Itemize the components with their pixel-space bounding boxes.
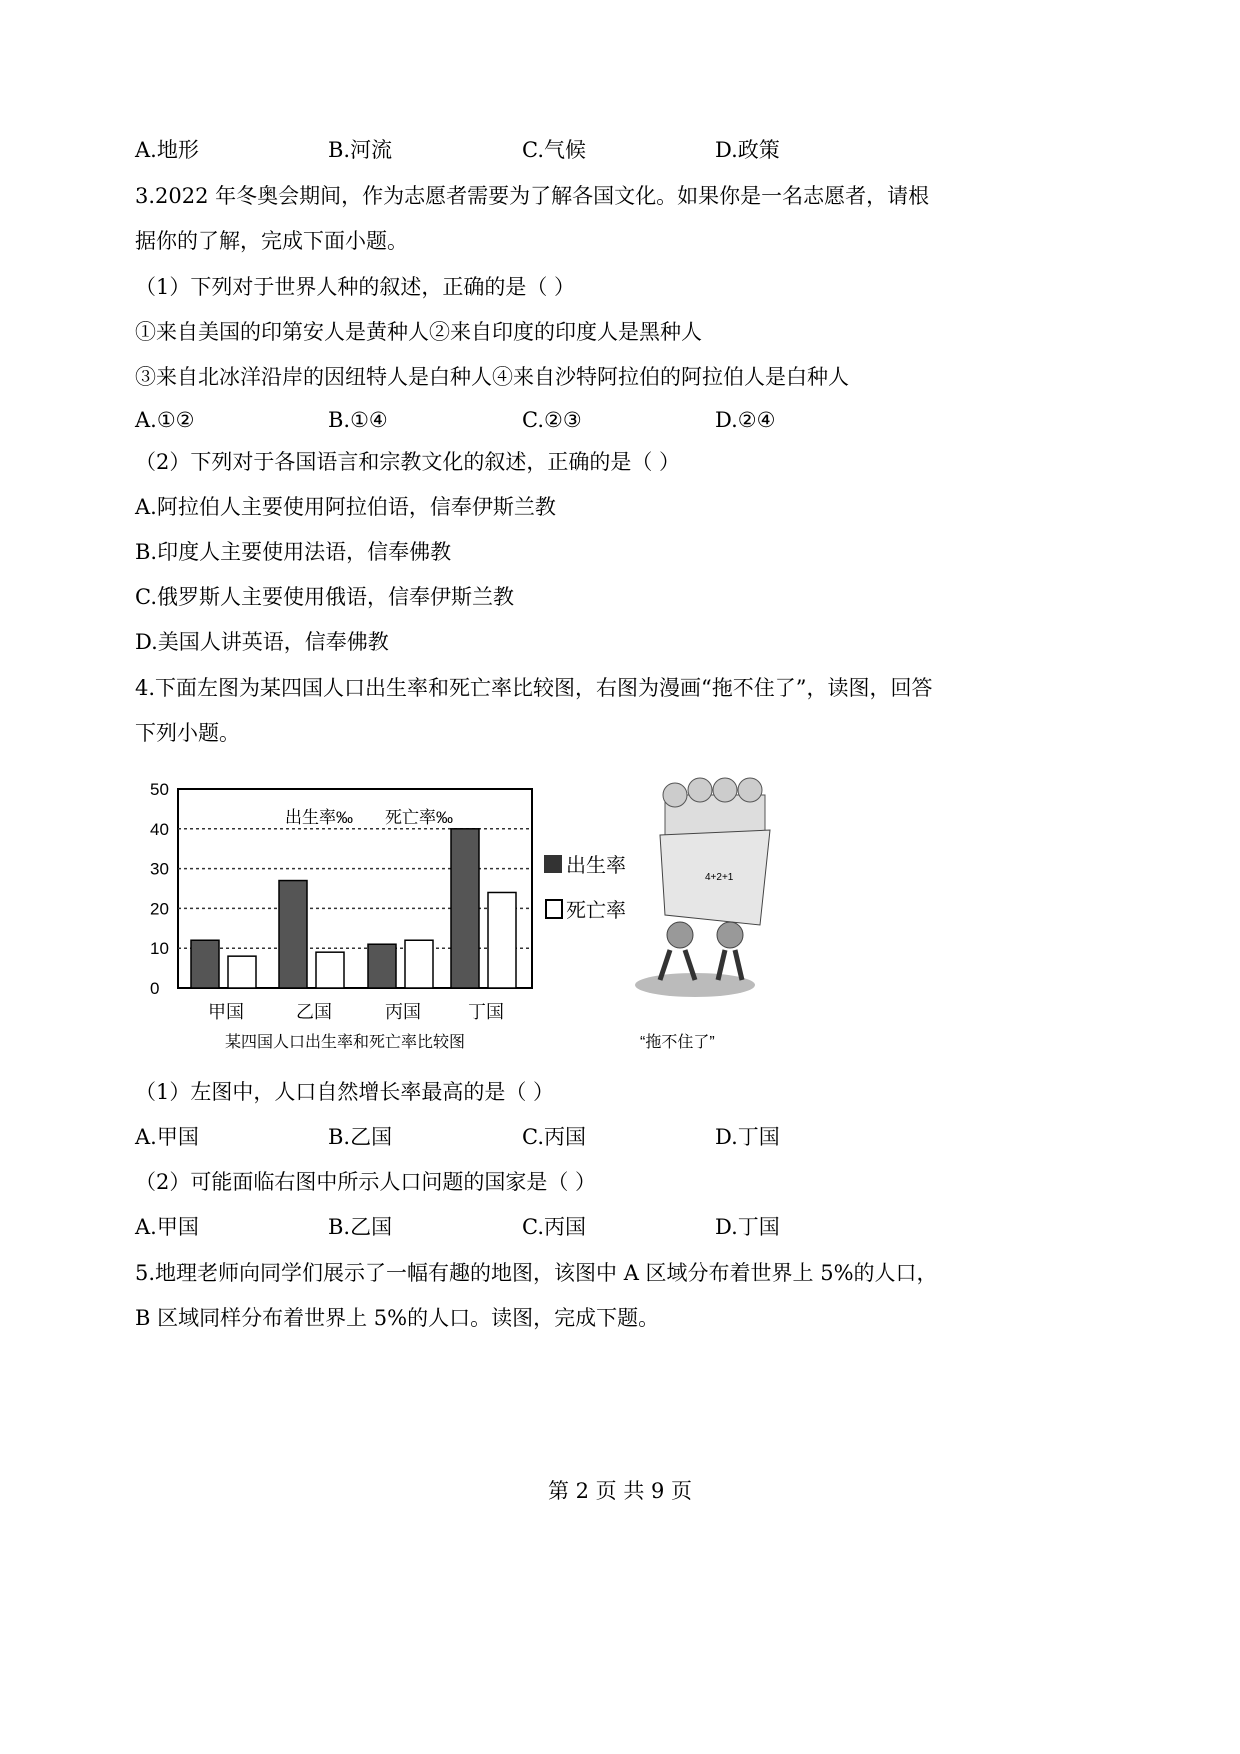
inner-label-birth: 出生率‰: [285, 808, 353, 827]
y-tick-label: 50: [150, 780, 169, 799]
bar-chart: [140, 775, 780, 1075]
option: D.美国人讲英语，信奉佛教: [135, 630, 389, 654]
option: A.阿拉伯人主要使用阿拉伯语，信奉伊斯兰教: [135, 495, 556, 519]
y-tick-label: 30: [150, 859, 169, 879]
cartoon-sign: 4+2+1: [705, 872, 734, 883]
legend-swatch-birth: [544, 855, 562, 873]
question-stem: 3.2022 年冬奥会期间，作为志愿者需要为了解各国文化。如果你是一名志愿者，请根: [135, 184, 930, 208]
option: C.气候: [522, 138, 586, 162]
y-tick-label: 40: [150, 819, 169, 839]
x-tick-label: 丙国: [385, 1002, 421, 1022]
option: A.甲国: [135, 1215, 199, 1239]
bar-死亡率-丙国: [405, 940, 433, 988]
statement: ③来自北冰洋沿岸的因纽特人是白种人④来自沙特阿拉伯的阿拉伯人是白种人: [135, 365, 849, 389]
bar-出生率-乙国: [279, 881, 307, 988]
option: D.政策: [715, 138, 780, 162]
bar-出生率-甲国: [191, 940, 219, 988]
bar-出生率-丁国: [451, 829, 479, 988]
question-stem: B 区域同样分布着世界上 5%的人口。读图，完成下题。: [135, 1306, 660, 1330]
legend-swatch-death: [546, 900, 562, 918]
subquestion: （2）可能面临右图中所示人口问题的国家是（ ）: [135, 1170, 597, 1194]
y-tick-label: 20: [150, 899, 169, 919]
y-tick-label: 0: [150, 979, 160, 998]
bar-出生率-丙国: [368, 944, 396, 988]
option: C.俄罗斯人主要使用俄语，信奉伊斯兰教: [135, 585, 514, 609]
cartoon-image: [635, 778, 770, 1051]
inner-label-death: 死亡率‰: [385, 808, 453, 827]
legend-birth: 出生率: [566, 855, 626, 877]
legend-death: 死亡率: [566, 900, 626, 922]
question-stem: 据你的了解，完成下面小题。: [135, 229, 408, 253]
subquestion: （1）下列对于世界人种的叙述，正确的是（ ）: [135, 275, 576, 299]
y-tick-label: 10: [150, 939, 169, 959]
option: D.②④: [715, 408, 776, 432]
option: D.丁国: [715, 1125, 780, 1149]
option: C.丙国: [522, 1125, 586, 1149]
chart-title: 某四国人口出生率和死亡率比较图: [225, 1034, 466, 1051]
option: B.河流: [328, 138, 393, 162]
x-tick-label: 丁国: [468, 1002, 504, 1022]
option: C.②③: [522, 408, 582, 432]
option: A.地形: [135, 138, 199, 162]
option: D.丁国: [715, 1215, 780, 1239]
option: A.甲国: [135, 1125, 199, 1149]
statement: ①来自美国的印第安人是黄种人②来自印度的印度人是黑种人: [135, 320, 702, 344]
x-tick-label: 乙国: [296, 1002, 332, 1022]
bar-死亡率-乙国: [316, 952, 344, 988]
subquestion: （2）下列对于各国语言和宗教文化的叙述，正确的是（ ）: [135, 450, 681, 474]
option: B.乙国: [328, 1215, 393, 1239]
cartoon-caption: “拖不住了”: [640, 1034, 715, 1051]
subquestion: （1）左图中，人口自然增长率最高的是（ ）: [135, 1080, 555, 1104]
x-tick-label: 甲国: [208, 1002, 244, 1022]
option: B.①④: [328, 408, 388, 432]
bar-死亡率-丁国: [488, 892, 516, 988]
bar-死亡率-甲国: [228, 956, 256, 988]
question-stem: 4.下面左图为某四国人口出生率和死亡率比较图，右图为漫画“拖不住了”，读图，回答: [135, 676, 933, 700]
option: B.乙国: [328, 1125, 393, 1149]
option: C.丙国: [522, 1215, 586, 1239]
question-stem: 下列小题。: [135, 721, 240, 745]
page-footer: 第 2 页 共 9 页: [547, 1479, 693, 1503]
question-stem: 5.地理老师向同学们展示了一幅有趣的地图，该图中 A 区域分布着世界上 5%的人口，: [135, 1261, 938, 1285]
option: B.印度人主要使用法语，信奉佛教: [135, 540, 452, 564]
option: A.①②: [135, 408, 195, 432]
